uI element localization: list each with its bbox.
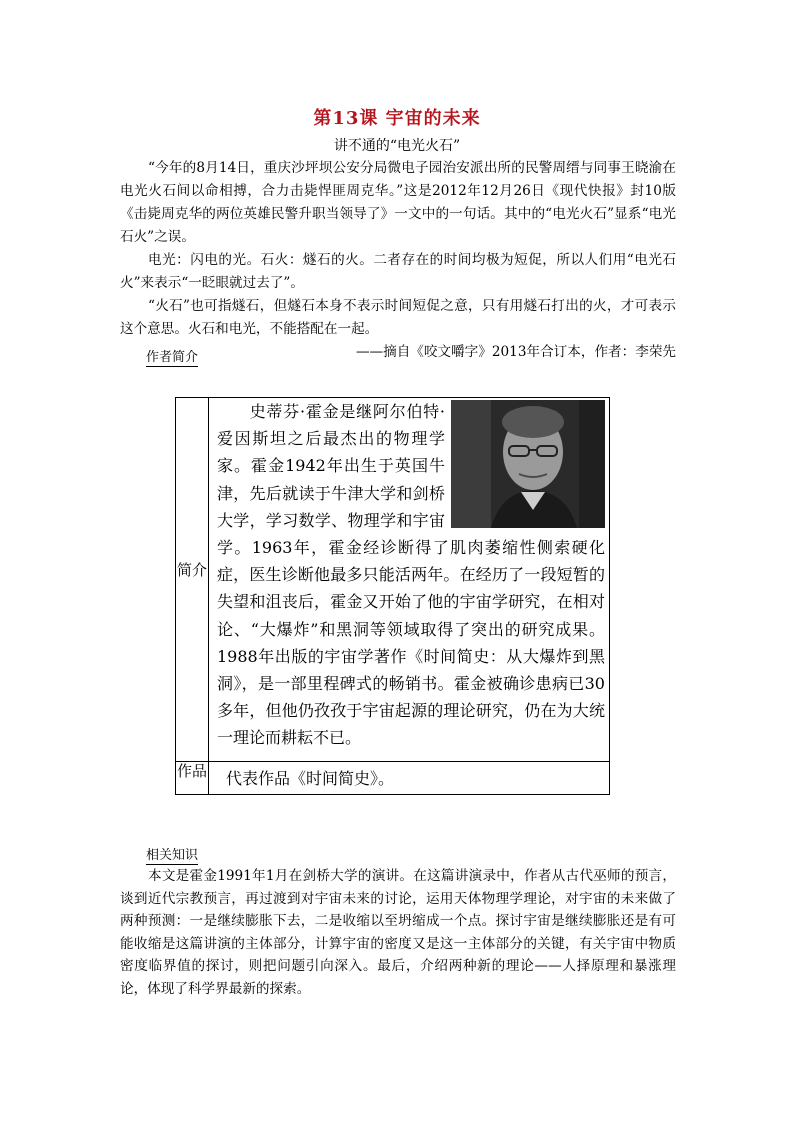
table-header-works: [176, 764, 208, 779]
related-paragraph: 本文是霍金1991年1月在剑桥大学的演讲。在这篇讲演录中，作者从古代巫师的预言，谈到近代宗教预言，再过渡到对宇宙未来的讨论，运用天体物理学理论，对宇宙的未来做了两种预测：一是继续膨胀下去，二是收缩以至坍缩成一个点。探讨宇宙是继续膨胀还是有可能收缩是这篇讲演的主体部分，计算宇宙的密度又是这一主体部分的关键，有关宇宙中物质密度临界值的探讨，则把问题引向深入。最后，介绍两种新的理论——人择原理和暴涨理论，体现了科学界最新的探索。: [120, 868, 676, 997]
author-bio-text: 史蒂芬·霍金是继阿尔伯特·爱因斯坦之后最杰出的物理学家。霍金1942年出生于英国牛津，先后就读于牛津大学和剑桥大学，学习数学、物理学和宇宙学。1963年，霍金经诊断得了肌肉萎缩性侧索硬化症，医生诊断他最多只能活两年。在经历了一段短暂的失望和沮丧后，霍金又开始了他的宇宙学研究，在相对论、“大爆炸”和黑洞等领域取得了突出的研究成果。1988年出版的宇宙学著作《时间简史：从大爆炸到黑洞》，是一部里程碑式的畅销书。霍金被确诊患病已30多年，但他仍孜孜于宇宙起源的理论研究，仍在为大统一理论而耕耘不已。: [217, 402, 605, 748]
reading-subtitle: 讲不通的“电光火石”: [333, 138, 461, 154]
table-row-divider: [176, 761, 609, 762]
table-header-works-text: 作品: [176, 762, 207, 780]
intro-source: ——摘自《咬文嚼字》2013年合订本，作者：李荣先: [355, 344, 676, 360]
related-knowledge-label: 相关知识: [146, 848, 199, 863]
portrait-illustration: [451, 400, 605, 528]
author-table: [175, 397, 610, 795]
intro-section: [120, 157, 676, 364]
hawking-portrait-image: [451, 400, 605, 528]
related-section: [120, 865, 676, 1000]
author-bio-cell: [217, 398, 605, 752]
intro-paragraph-1: “今年的8月14日，重庆沙坪坝公安分局微电子园治安派出所的民警周缙与同事王晓渝在电光火石间以命相搏，合力击毙悍匪周克华。”这是2012年12月26日《现代快报》封10版《击毙周克华的两位英雄民警升职当领导了》一文中的一句话。其中的“电光火石”显系“电光石火”之误。: [120, 160, 676, 245]
table-column-divider: [208, 398, 209, 794]
table-header-intro: [176, 561, 208, 579]
lesson-title: 第13课 宇宙的未来: [313, 108, 481, 129]
author-works-text: 代表作品《时间简史》。: [226, 769, 395, 788]
author-intro-label: 作者简介: [146, 350, 199, 365]
intro-paragraph-3: “火石”也可指燧石，但燧石本身不表示时间短促之意，只有用燧石打出的火，才可表示这个意思。火石和电光，不能搭配在一起。: [120, 298, 676, 337]
table-header-intro-text: 简介: [176, 561, 207, 579]
intro-paragraph-2: 电光：闪电的光。石火：燧石的火。二者存在的时间均极为短促，所以人们用“电光石火”来表示“一眨眼就过去了”。: [120, 252, 676, 291]
